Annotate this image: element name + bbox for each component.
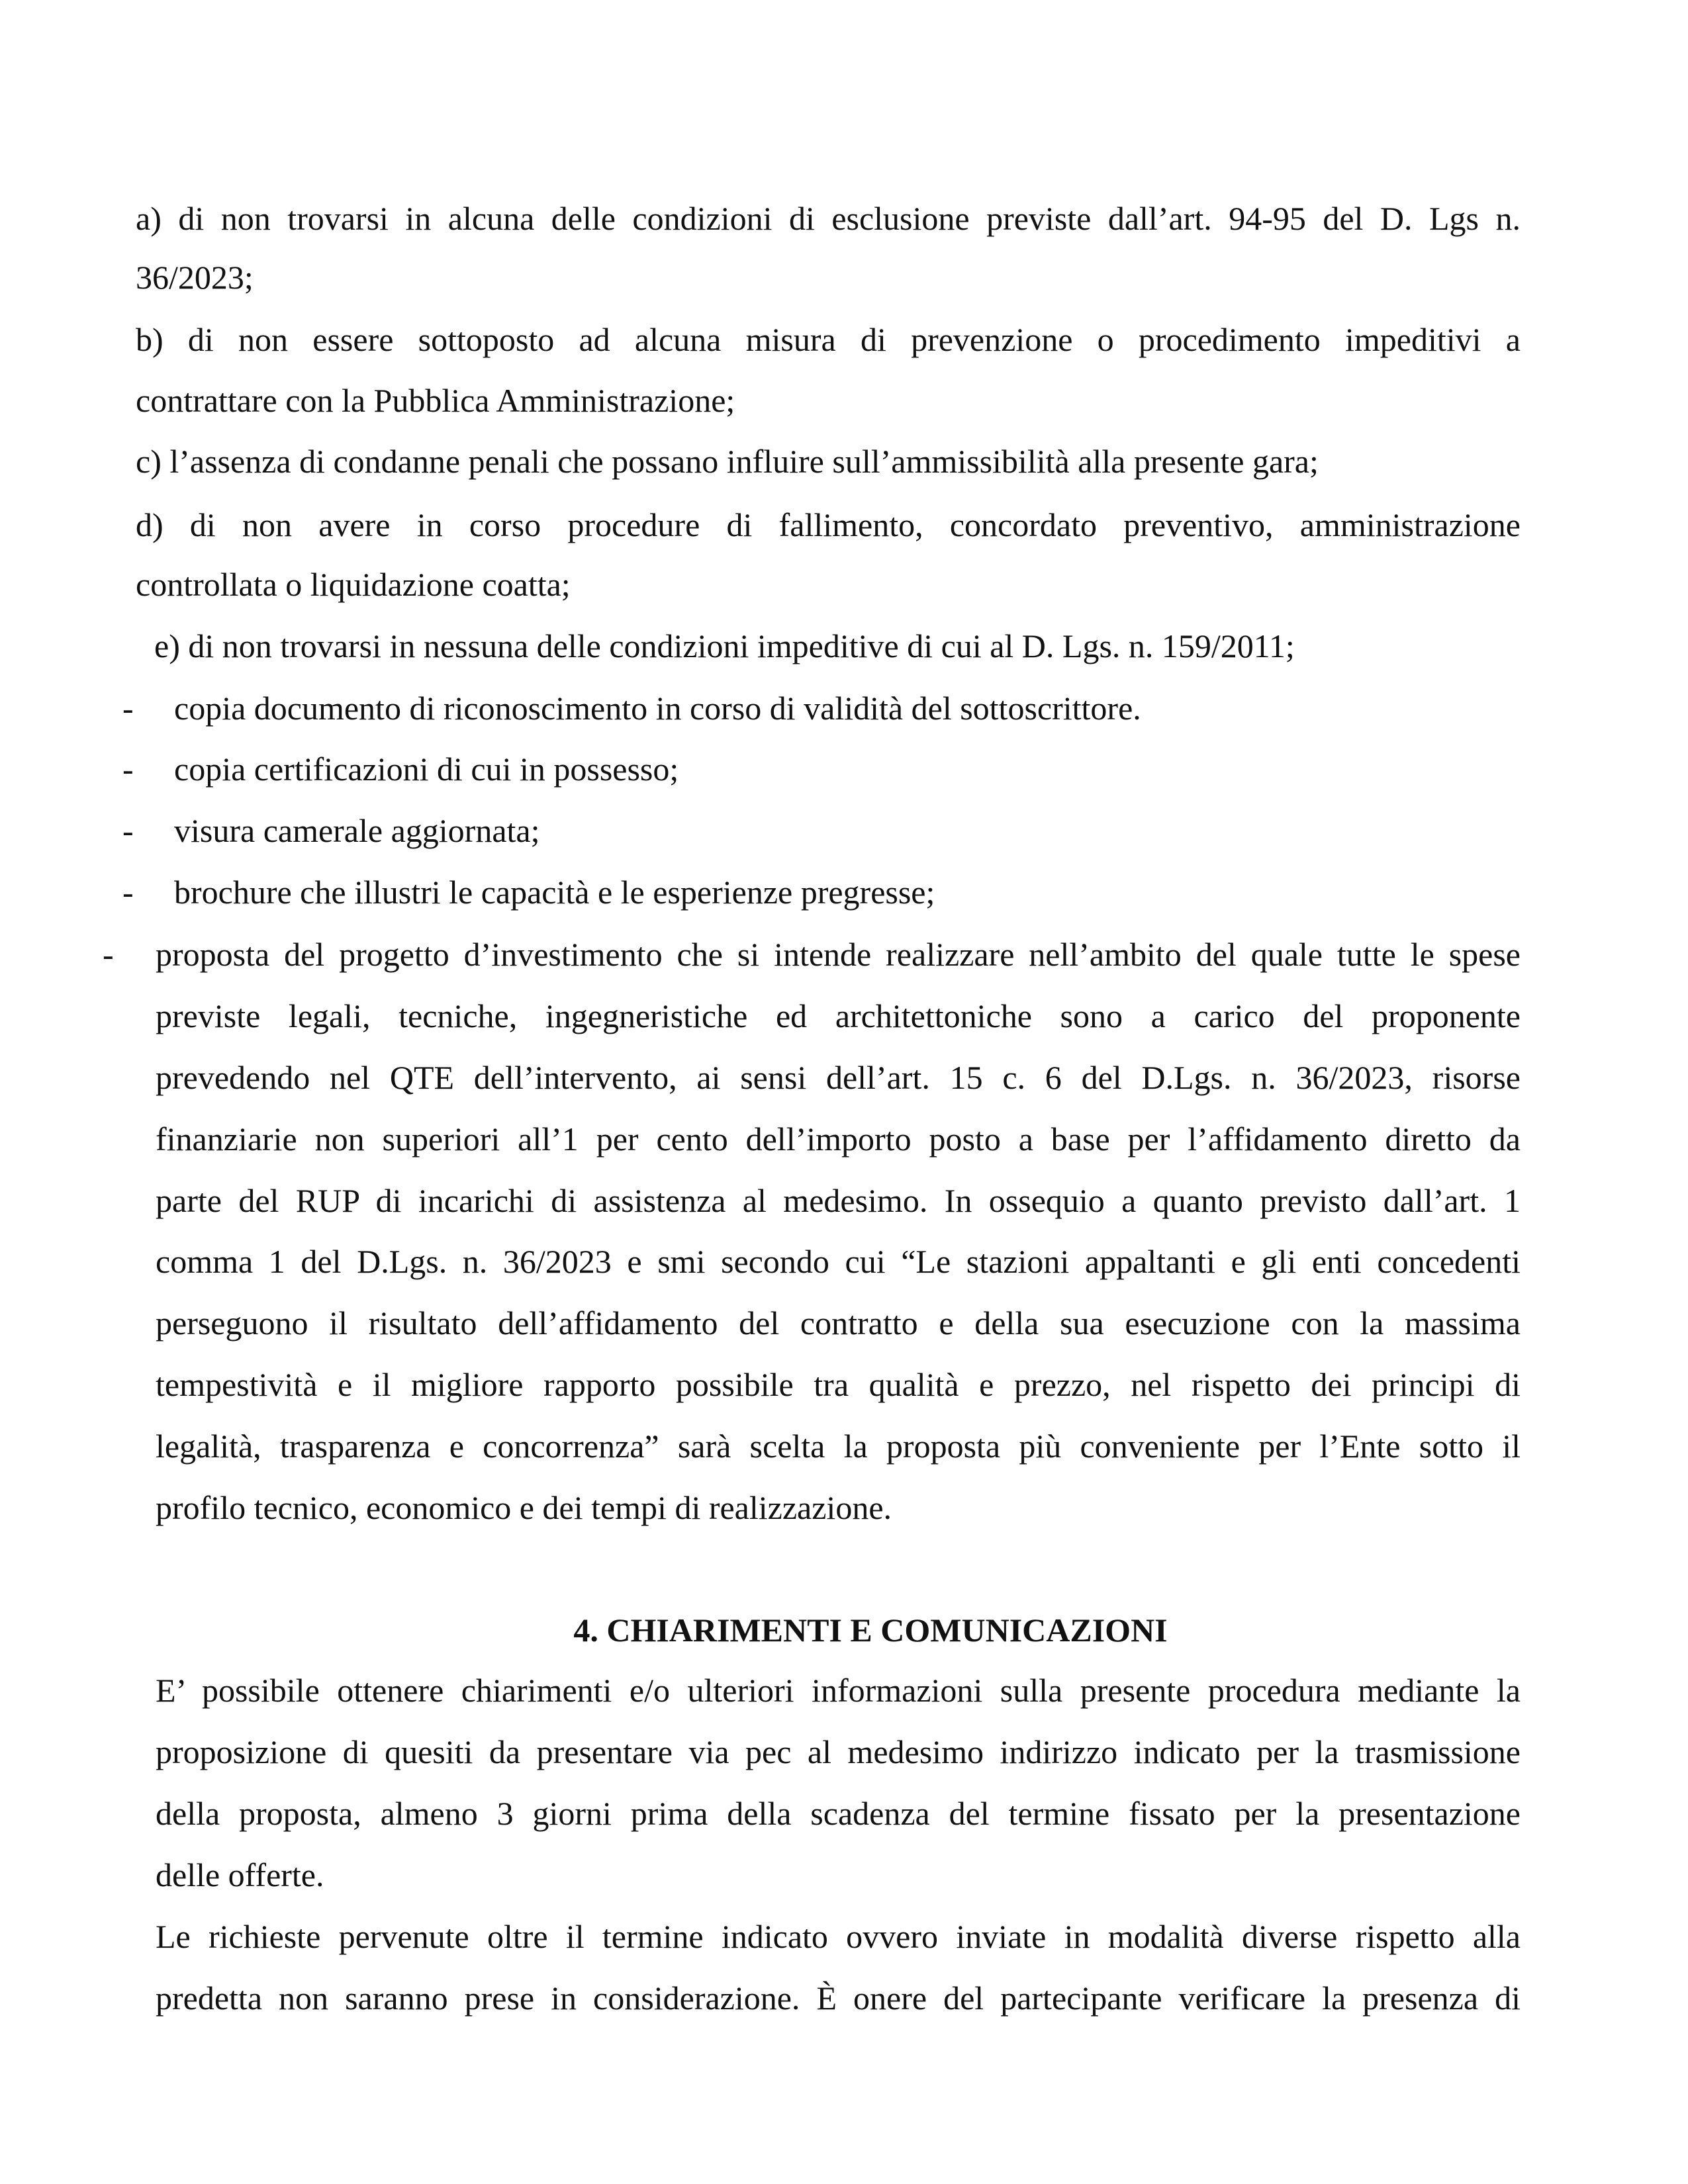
document-item-certifications: copia certificazioni di cui in possesso; [174,751,679,788]
document-item-brochure: brochure che illustri le capacità e le esperienze pregresse; [174,874,935,911]
condition-d-line-1: d) di non avere in corso procedure di fallimento, concordato preventivo, amministrazione [136,506,1521,543]
paragraph1-line-4: delle offerte. [156,1856,324,1893]
list-dash: - [103,936,114,973]
list-dash: - [122,812,134,849]
proposal-line-1: proposta del progetto d’investimento che si intende realizzare nell’ambito del quale tutte le spese [156,936,1521,973]
list-dash: - [122,751,134,788]
section-heading: 4. CHIARIMENTI E COMUNICAZIONI [573,1612,1168,1649]
condition-c-line-1: c) l’assenza di condanne penali che possano influire sull’ammissibilità alla presente gara; [136,443,1319,480]
condition-a-line-2: 36/2023; [136,259,254,296]
paragraph1-line-1: E’ possibile ottenere chiarimenti e/o ulteriori informazioni sulla presente procedura mediante la [156,1672,1521,1709]
paragraph2-line-1: Le richieste pervenute oltre il termine indicato ovvero inviate in modalità diverse rispetto alla [156,1918,1521,1955]
list-dash: - [122,874,134,911]
document-item-id-copy: copia documento di riconoscimento in corso di validità del sottoscrittore. [174,690,1141,727]
proposal-line-4: finanziarie non superiori all’1 per cento dell’importo posto a base per l’affidamento diretto da [156,1120,1521,1158]
proposal-line-8: tempestività e il migliore rapporto possibile tra qualità e prezzo, nel rispetto dei principi di [156,1366,1521,1403]
paragraph1-line-3: della proposta, almeno 3 giorni prima della scadenza del termine fissato per la presentazione [156,1795,1521,1832]
list-dash: - [122,690,134,727]
condition-a-line-1: a) di non trovarsi in alcuna delle condizioni di esclusione previste dall’art. 94-95 del D. Lgs n. [136,200,1521,237]
condition-e-line-1: e) di non trovarsi in nessuna delle condizioni impeditive di cui al D. Lgs. n. 159/2011; [154,627,1295,664]
condition-d-line-2: controllata o liquidazione coatta; [136,566,571,603]
proposal-line-3: prevedendo nel QTE dell’intervento, ai sensi dell’art. 15 c. 6 del D.Lgs. n. 36/2023, risorse [156,1059,1521,1096]
proposal-line-6: comma 1 del D.Lgs. n. 36/2023 e smi secondo cui “Le stazioni appaltanti e gli enti concedenti [156,1243,1521,1280]
paragraph2-line-2: predetta non saranno prese in considerazione. È onere del partecipante verificare la presenza di [156,1979,1521,2017]
condition-b-line-2: contrattare con la Pubblica Amministrazione; [136,382,735,419]
document-item-chamber-record: visura camerale aggiornata; [174,812,540,849]
proposal-line-2: previste legali, tecniche, ingegneristiche ed architettoniche sono a carico del proponente [156,997,1521,1034]
proposal-line-10: profilo tecnico, economico e dei tempi di realizzazione. [156,1489,892,1526]
paragraph1-line-2: proposizione di quesiti da presentare via pec al medesimo indirizzo indicato per la trasmissione [156,1733,1521,1770]
proposal-line-7: perseguono il risultato dell’affidamento del contratto e della sua esecuzione con la massima [156,1304,1521,1342]
proposal-line-5: parte del RUP di incarichi di assistenza al medesimo. In ossequio a quanto previsto dall’art. 1 [156,1182,1521,1219]
proposal-line-9: legalità, trasparenza e concorrenza” sarà scelta la proposta più conveniente per l’Ente sotto il [156,1428,1521,1465]
condition-b-line-1: b) di non essere sottoposto ad alcuna misura di prevenzione o procedimento impeditivi a [136,321,1521,358]
